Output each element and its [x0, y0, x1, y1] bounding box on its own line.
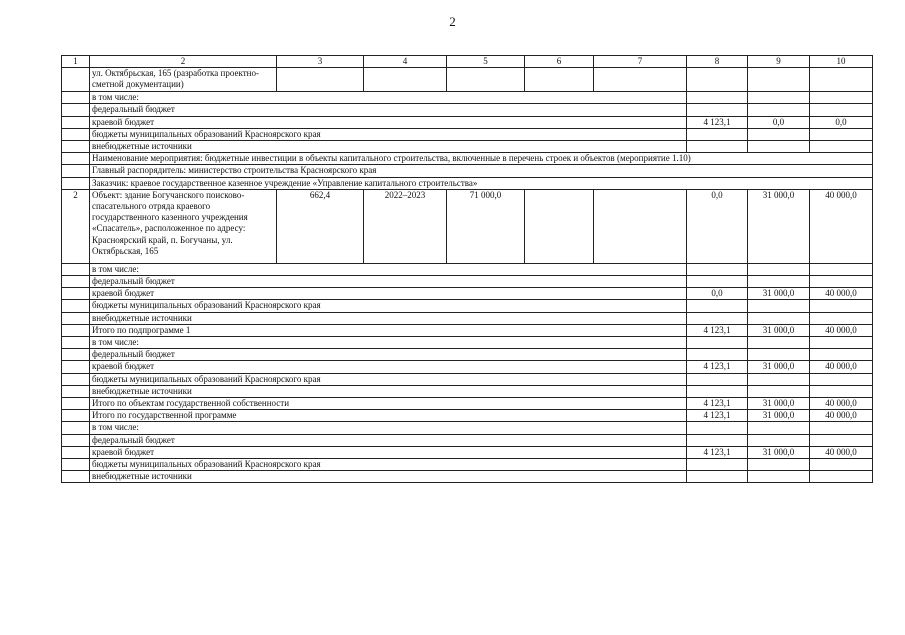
table-row: [62, 422, 873, 434]
value-cell: 0,0: [687, 189, 748, 263]
main-manager: Главный распорядитель: министерство строительства Красноярского края: [90, 165, 873, 177]
table-row: [62, 92, 873, 104]
row-label: краевой бюджет: [90, 361, 687, 373]
header-row: [62, 56, 873, 68]
table-row: [62, 349, 873, 361]
row-label: внебюджетные источники: [90, 471, 687, 483]
header-cell: 7: [594, 56, 687, 68]
table-row: [62, 263, 873, 275]
table-row: [62, 446, 873, 458]
value-cell: 31 000,0: [748, 398, 810, 410]
row-label: бюджеты муниципальных образований Красноярского края: [90, 459, 687, 471]
customer: Заказчик: краевое государственное казенное учреждение «Управление капитального строительства»: [90, 177, 873, 189]
value-cell: 31 000,0: [748, 288, 810, 300]
value-cell: 4 123,1: [687, 410, 748, 422]
value-cell: 4 123,1: [687, 361, 748, 373]
row-label: краевой бюджет: [90, 446, 687, 458]
row-label: в том числе:: [90, 422, 687, 434]
total-label: Итого по объектам государственной собственности: [90, 398, 687, 410]
total-label: Итого по подпрограмме 1: [90, 324, 687, 336]
value-cell: 40 000,0: [810, 410, 873, 422]
value-cell: 0,0: [810, 116, 873, 128]
value-cell: 0,0: [748, 116, 810, 128]
value-cell: 40 000,0: [810, 446, 873, 458]
row-label: бюджеты муниципальных образований Красноярского края: [90, 373, 687, 385]
value-cell: 40 000,0: [810, 288, 873, 300]
table-row: [62, 288, 873, 300]
table-row: [62, 471, 873, 483]
value-cell: 31 000,0: [748, 189, 810, 263]
table-row: [62, 312, 873, 324]
row-label: краевой бюджет: [90, 288, 687, 300]
header-cell: 3: [277, 56, 364, 68]
header-cell: 4: [364, 56, 447, 68]
table-row: [62, 361, 873, 373]
value-cell: 40 000,0: [810, 324, 873, 336]
value-cell: 31 000,0: [748, 410, 810, 422]
row-number: 2: [62, 189, 90, 263]
row-label: федеральный бюджет: [90, 104, 687, 116]
table-row: [62, 459, 873, 471]
table-row: [62, 434, 873, 446]
object-description: ул. Октябрьская, 165 (разработка проектно-сметной документации): [90, 68, 277, 92]
total-label: Итого по государственной программе: [90, 410, 687, 422]
row-label: федеральный бюджет: [90, 349, 687, 361]
table-row: [62, 116, 873, 128]
header-cell: 6: [525, 56, 594, 68]
value-cell: 40 000,0: [810, 361, 873, 373]
table-row: [62, 177, 873, 189]
row-label: федеральный бюджет: [90, 434, 687, 446]
object-description: Объект: здание Богучанского поисково-спасательного отряда краевого государственного казенного учреждения «Спасатель», расположенное по адресу: Красноярский край, п. Богучаны, ул. Октябрьская, 165: [90, 189, 277, 263]
table-row: [62, 128, 873, 140]
table-row: [62, 410, 873, 422]
page-number: 2: [449, 14, 456, 29]
header-cell: 8: [687, 56, 748, 68]
value-cell: 0,0: [687, 288, 748, 300]
estimate-cell: 71 000,0: [447, 189, 525, 263]
header-cell: 10: [810, 56, 873, 68]
row-label: федеральный бюджет: [90, 276, 687, 288]
table-row: [62, 165, 873, 177]
row-label: внебюджетные источники: [90, 385, 687, 397]
value-cell: 31 000,0: [748, 446, 810, 458]
row-label: в том числе:: [90, 92, 687, 104]
row-label: бюджеты муниципальных образований Красноярского края: [90, 300, 687, 312]
row-label: в том числе:: [90, 337, 687, 349]
header-cell: 2: [90, 56, 277, 68]
table-row: [62, 337, 873, 349]
value-cell: 40 000,0: [810, 189, 873, 263]
table-row: [62, 141, 873, 153]
table-row: [62, 68, 873, 92]
table-row: [62, 385, 873, 397]
table-row: [62, 373, 873, 385]
header-cell: 1: [62, 56, 90, 68]
row-label: бюджеты муниципальных образований Красноярского края: [90, 128, 687, 140]
value-cell: 31 000,0: [748, 361, 810, 373]
table-row: [62, 324, 873, 336]
table-row: [62, 300, 873, 312]
value-cell: 4 123,1: [687, 446, 748, 458]
budget-table: [61, 55, 873, 483]
value-cell: 4 123,1: [687, 324, 748, 336]
row-label: в том числе:: [90, 263, 687, 275]
row-label: краевой бюджет: [90, 116, 687, 128]
value-cell: 4 123,1: [687, 398, 748, 410]
table-row: [62, 104, 873, 116]
table-row: [62, 153, 873, 165]
value-cell: 31 000,0: [748, 324, 810, 336]
header-cell: 9: [748, 56, 810, 68]
table-row: [62, 189, 873, 263]
header-cell: 5: [447, 56, 525, 68]
value-cell: 40 000,0: [810, 398, 873, 410]
row-label: внебюджетные источники: [90, 312, 687, 324]
capacity-cell: 662,4: [277, 189, 364, 263]
period-cell: 2022–2023: [364, 189, 447, 263]
value-cell: 4 123,1: [687, 116, 748, 128]
row-label: внебюджетные источники: [90, 141, 687, 153]
event-name: Наименование мероприятия: бюджетные инвестиции в объекты капитального строительства, включенные в перечень строек и объектов (мероприятие 1.10): [90, 153, 873, 165]
table-row: [62, 398, 873, 410]
table-row: [62, 276, 873, 288]
